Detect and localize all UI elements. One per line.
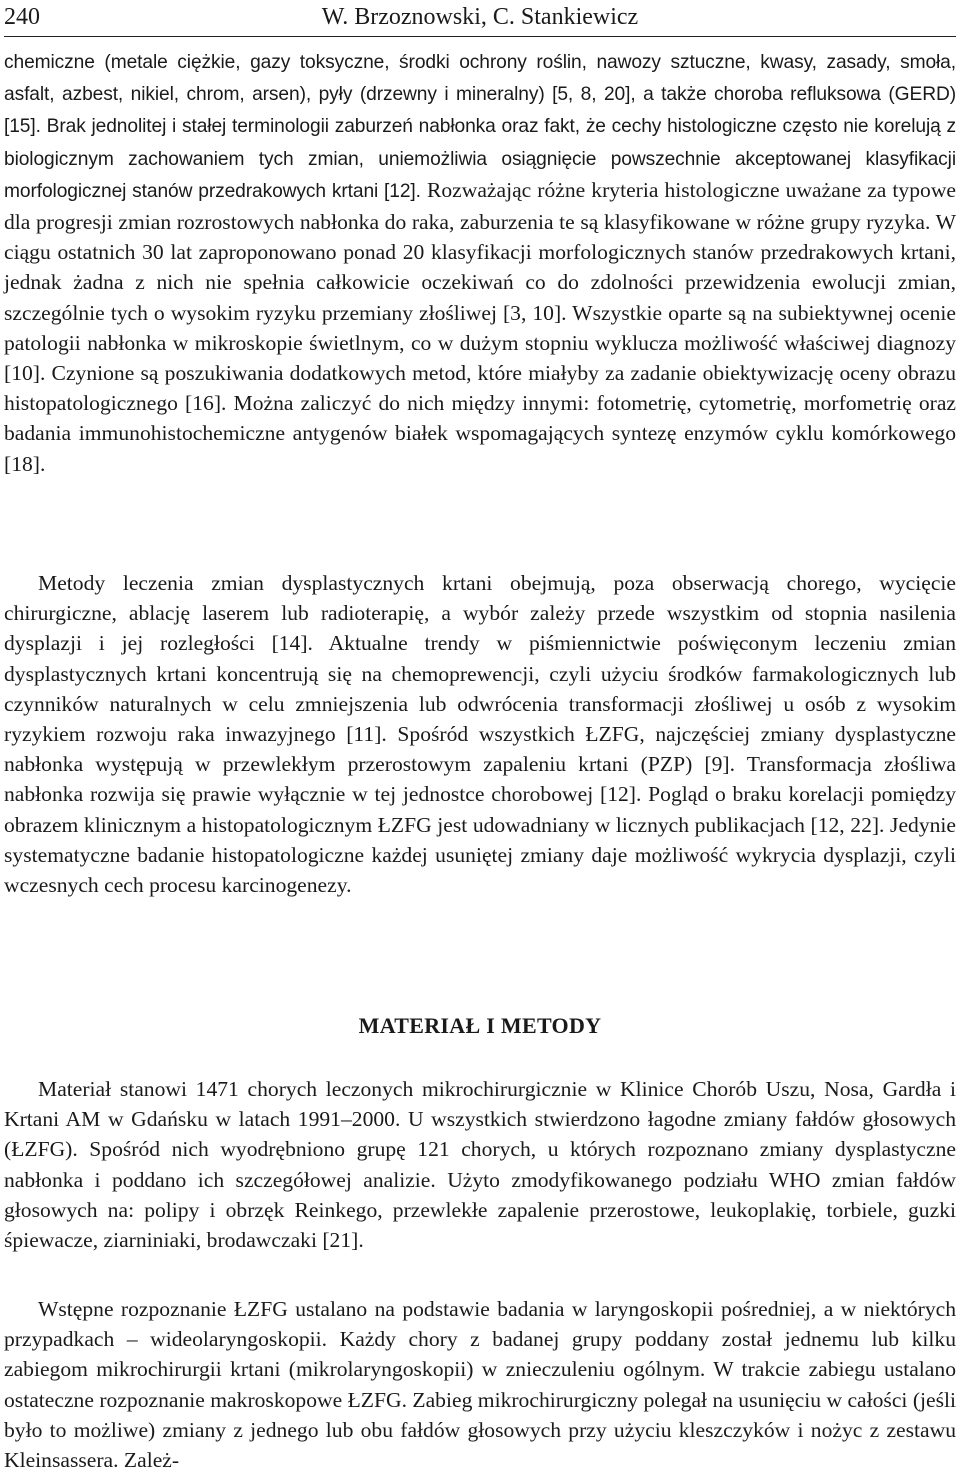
body-paragraph-1-sans-part: chemiczne (metale ciężkie, gazy toksyczne, środki ochrony roślin, nawozy sztuczne, kwasy, zasady, smoła, asfalt, azbest, nikiel, chrom, arsen), pyły (drzewny i mineralny) [5, 8, 20], a także choroba refluksowa (GERD) [15]. Brak jednolitej i stałej terminologii zaburzeń nabłonka oraz fakt, że cechy histologiczne często nie korelują z biologicznym zachowaniem tych zmian, uniemożliwia osiągnięcie powszechnie akceptowanej klasyfikacji morfologicznej stanów przedrakowych krtani [12]. — [4, 52, 956, 202]
methods-paragraph-2: Wstępne rozpoznanie ŁZFG ustalano na podstawie badania w laryngoskopii pośredniej, a w niektórych przypadkach – wideolaryngoskopii. Każdy chory z badanej grupy poddany został jednemu lub kilku zabiegom mikrochirurgii krtani (mikrolaryngoskopii) w znieczuleniu ogólnym. W trakcie zabiegu ustalano ostateczne rozpoznanie makroskopowe ŁZFG. Zabieg mikrochirurgiczny polegał na usunięciu w całości (jeśli było to możliwe) zmiany z jednego lub obu fałdów głosowych przy użyciu kleszczyków i nożyc z zestawu Kleinsassera. Zależ- — [4, 1297, 956, 1473]
methods-paragraph-1: Materiał stanowi 1471 chorych leczonych mikrochirurgicznie w Klinice Chorób Uszu, Nosa, Gardła i Krtani AM w Gdańsku w latach 1991–2000. U wszystkich stwierdzono łagodne zmiany fałdów głosowych (ŁZFG). Spośród nich wyodrębniono grupę 121 chorych, u których rozpoznano zmiany dysplastyczne nabłonka i poddano ich szczegółowej analizie. Użyto zmodyfikowanego podziału WHO zmian fałdów głosowych na: polipy i obrzęk Reinkego, przewlekłe zapalenie przerostowe, leukoplakię, torbiele, guzki śpiewacze, ziarniniaki, brodawczaki [21]. — [4, 1077, 956, 1253]
body-paragraph-1 — [4, 46, 956, 479]
running-header-authors: W. Brzoznowski, C. Stankiewicz — [321, 4, 639, 30]
running-header — [4, 0, 956, 37]
page-number: 240 — [4, 4, 40, 30]
body-paragraph-1-serif-part: Rozważając różne kryteria histologiczne uważane za typowe dla progresji zmian rozrostowych nabłonka do raka, zaburzenia te są klasyfikowane w różne grupy ryzyka. W ciągu ostatnich 30 lat zaproponowano ponad 20 klasyfikacji morfologicznych stanów przedrakowych krtani, jednak żadna z nich nie spełnia całkowicie oczekiwań co do zdolności przewidzenia ewolucji zmian, szczególnie tych o wysokim ryzyku przemiany złośliwej [3, 10]. Wszystkie oparte są na subiektywnej ocenie patologii nabłonka w mikroskopie świetlnym, co w dużym stopniu wyklucza możliwość właściwej diagnozy [10]. Czynione są poszukiwania dodatkowych metod, które miałyby za zadanie obiektywizację oceny obrazu histopatologicznego [16]. Można zaliczyć do nich między innymi: fotometrię, cytometrię, morfometrię oraz badania immunohistochemiczne antygenów białek wspomagających syntezę enzymów cyklu komórkowego [18]. — [4, 177, 956, 476]
section-heading: MATERIAŁ I METODY — [358, 1013, 602, 1038]
body-paragraph-2: Metody leczenia zmian dysplastycznych krtani obejmują, poza obserwacją chorego, wycięcie chirurgiczne, ablację laserem lub radioterapię, a wybór zależy przede wszystkim od stopnia nasilenia dysplazji i jej rozległości [14]. Aktualne trendy w piśmiennictwie poświęconym leczeniu zmian dysplastycznych krtani koncentrują się na chemoprewencji, czyli użyciu środków farmakologicznych lub czynników naturalnych w celu zmniejszenia lub odwrócenia transformacji złośliwej u osób z wysokim ryzykiem rozwoju raka inwazyjnego [11]. Spośród wszystkich ŁZFG, najczęściej zmiany dysplastyczne nabłonka występują w przewlekłym przerostowym zapaleniu krtani (PZP) [9]. Transformacja złośliwa nabłonka rozwija się prawie wyłącznie w tej jednostce chorobowej [12]. Pogląd o braku korelacji pomiędzy obrazem klinicznym a histopatologicznym ŁZFG jest udowadniany w licznych publikacjach [12, 22]. Jedynie systematyczne badanie histopatologiczne każdej usuniętej zmiany daje możliwość wykrycia dysplazji, czyli wczesnych cech procesu karcinogenezy. — [4, 571, 956, 898]
